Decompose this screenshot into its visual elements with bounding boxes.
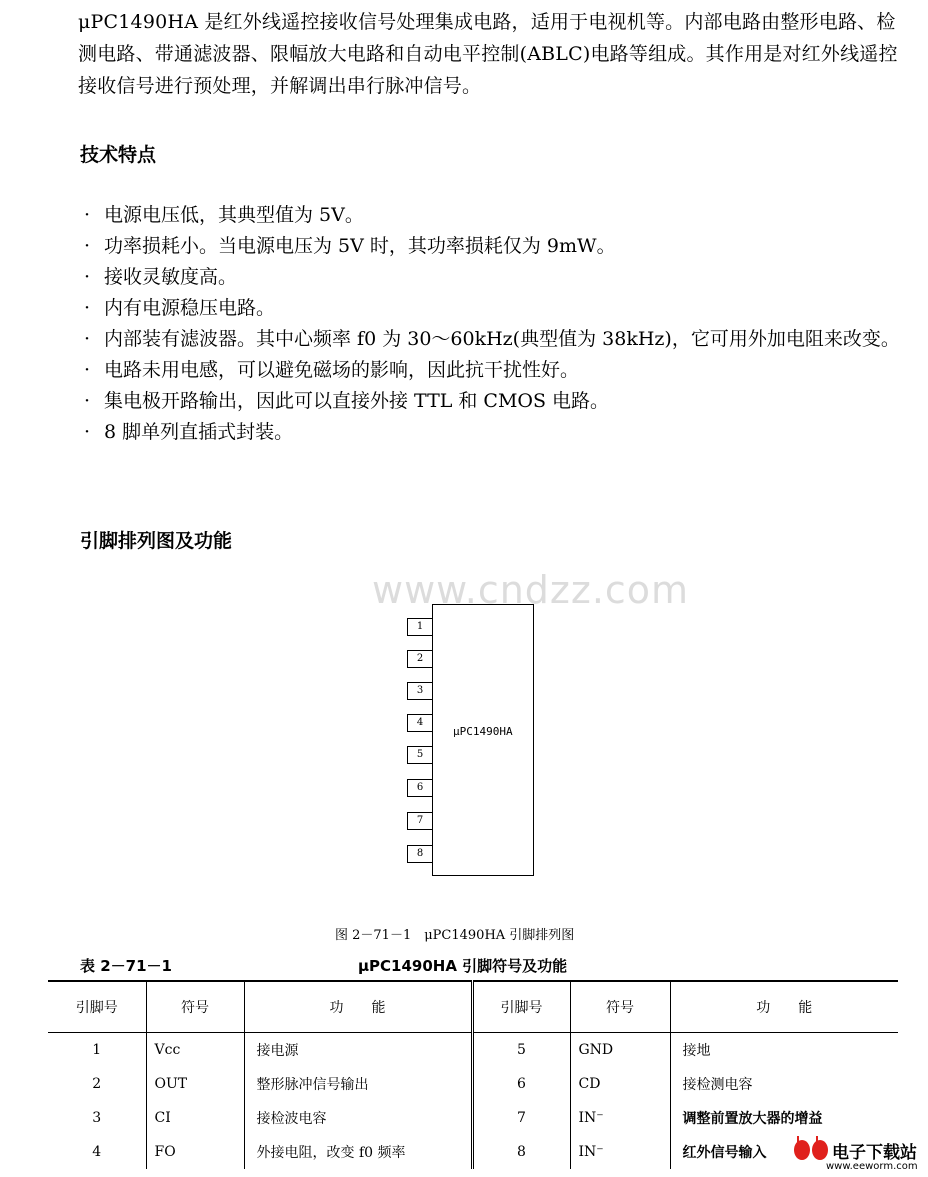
cell-function: 接检测电容 [682, 1077, 753, 1093]
list-item [80, 262, 905, 293]
cell-pin: 5 [472, 1033, 570, 1068]
feature-text: 内有电源稳压电路。 [104, 297, 276, 319]
features-list [80, 200, 905, 448]
pin-function-table [48, 980, 898, 1169]
cell-function: 接检波电容 [244, 1101, 472, 1135]
bullet: · [84, 235, 91, 257]
bullet: · [84, 328, 91, 350]
feature-text: 内部装有滤波器。其中心频率 f0 为 30～60kHz(典型值为 38kHz)，它可用外加电阻来改变。 [104, 328, 900, 350]
logo-url: www.eeworm.com [826, 1161, 918, 1172]
pin-8: 8 [407, 845, 432, 863]
list-item [80, 355, 905, 386]
bullet: · [84, 390, 91, 412]
header-symbol: 符号 [570, 981, 670, 1033]
cell-symbol: FO [146, 1135, 244, 1169]
pin-1: 1 [407, 618, 432, 636]
table-title: μPC1490HA 引脚符号及功能 [358, 957, 568, 975]
chip-body [432, 604, 534, 876]
cell-function: 调整前置放大器的增益 [682, 1111, 823, 1127]
feature-text: 电路未用电感，可以避免磁场的影响，因此抗干扰性好。 [104, 359, 580, 381]
header-function: 功 能 [670, 981, 898, 1033]
table-row [48, 1135, 898, 1169]
table-row [48, 1067, 898, 1101]
watermark: www.cndzz.com [372, 568, 690, 612]
cell-pin: 2 [48, 1067, 146, 1101]
cell-symbol: OUT [146, 1067, 244, 1101]
pin-3: 3 [407, 682, 432, 700]
table-header-row [48, 981, 898, 1033]
cell-pin: 6 [472, 1067, 570, 1101]
feature-text: 集电极开路输出，因此可以直接外接 TTL 和 CMOS 电路。 [104, 390, 610, 412]
header-pin: 引脚号 [472, 981, 570, 1033]
pin-5: 5 [407, 746, 432, 764]
cell-symbol: IN⁻ [570, 1101, 670, 1135]
cell-pin: 1 [48, 1033, 146, 1068]
header-pin: 引脚号 [48, 981, 146, 1033]
cell-pin: 3 [48, 1101, 146, 1135]
bullet: · [84, 204, 91, 226]
header-symbol: 符号 [146, 981, 244, 1033]
list-item [80, 417, 905, 448]
feature-text: 功率损耗小。当电源电压为 5V 时，其功率损耗仅为 9mW。 [104, 235, 616, 257]
cell-symbol: CI [146, 1101, 244, 1135]
bullet: · [84, 421, 91, 443]
cell-function: 接电源 [244, 1033, 472, 1068]
table-number: 表 2－71－1 [80, 957, 172, 975]
table-row [48, 1101, 898, 1135]
table-row [48, 1033, 898, 1068]
pins-heading: 引脚排列图及功能 [80, 530, 233, 552]
pin-2: 2 [407, 650, 432, 668]
list-item [80, 231, 905, 262]
cell-function: 整形脉冲信号输出 [244, 1067, 472, 1101]
cell-function: 红外信号输入 [682, 1145, 767, 1161]
feature-text: 8 脚单列直插式封装。 [104, 421, 294, 443]
list-item [80, 200, 905, 231]
pin-7: 7 [407, 812, 432, 830]
cell-function: 外接电阻，改变 f0 频率 [244, 1135, 472, 1169]
cell-symbol: IN⁻ [570, 1135, 670, 1169]
pin-6: 6 [407, 779, 432, 797]
cell-symbol: CD [570, 1067, 670, 1101]
list-item [80, 293, 905, 324]
bullet: · [84, 359, 91, 381]
bug-icon [792, 1134, 832, 1164]
cell-pin: 8 [472, 1135, 570, 1169]
logo-text: 电子下载站 [832, 1143, 917, 1163]
chip-label: μPC1490HA [453, 725, 513, 738]
cell-pin: 4 [48, 1135, 146, 1169]
feature-text: 接收灵敏度高。 [104, 266, 238, 288]
cell-pin: 7 [472, 1101, 570, 1135]
bullet: · [84, 297, 91, 319]
features-heading: 技术特点 [80, 144, 157, 166]
header-function: 功 能 [244, 981, 472, 1033]
pin-4: 4 [407, 714, 432, 732]
figure-caption: 图 2－71－1 μPC1490HA 引脚排列图 [335, 928, 575, 943]
intro-paragraph: μPC1490HA 是红外线遥控接收信号处理集成电路，适用于电视机等。内部电路由整形电路、检测电路、带通滤波器、限幅放大电路和自动电平控制(ABLC)电路等组成。其作用是对红外线遥控接收信号进行预处理，并解调出串行脉冲信号。 [78, 11, 898, 97]
list-item [80, 386, 905, 417]
list-item [80, 324, 905, 355]
feature-text: 电源电压低，其典型值为 5V。 [104, 204, 364, 226]
cell-symbol: GND [570, 1033, 670, 1068]
cell-symbol: Vcc [146, 1033, 244, 1068]
site-logo[interactable] [786, 1132, 928, 1177]
bullet: · [84, 266, 91, 288]
cell-function: 接地 [682, 1043, 711, 1059]
